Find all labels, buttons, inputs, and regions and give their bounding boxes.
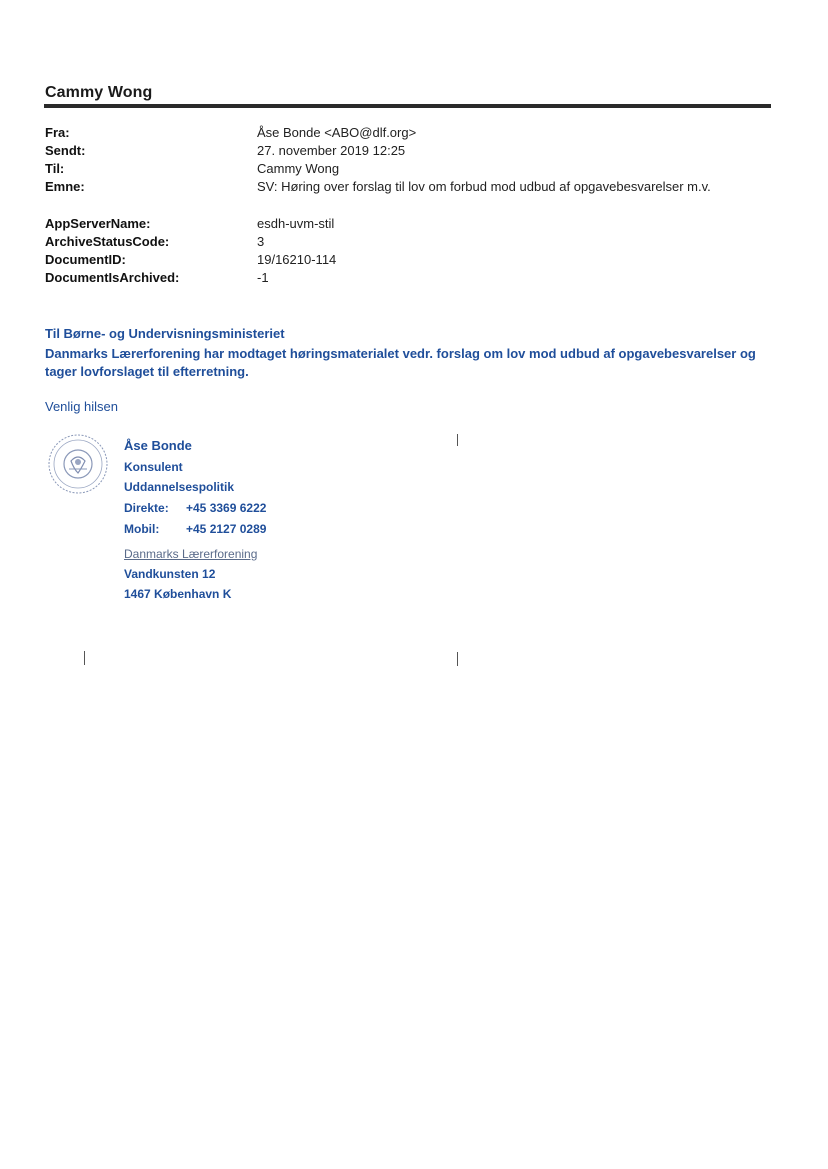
- archive-value-documentid: 19/16210-114: [257, 252, 337, 267]
- meta-label-from: Fra:: [45, 125, 70, 140]
- signature-mobile-row: [124, 521, 266, 537]
- mailbox-owner-name: Cammy Wong: [45, 84, 153, 101]
- signature-direct-row: [124, 500, 266, 516]
- scan-mark: [457, 434, 458, 446]
- signature-organization-link[interactable]: Danmarks Lærerforening: [124, 547, 258, 561]
- message-recipient: Til Børne- og Undervisningsministeriet: [45, 326, 285, 341]
- signature-mobile-label: Mobil:: [124, 522, 160, 536]
- signature-mobile-phone: +45 2127 0289: [186, 522, 267, 536]
- archive-label-appservername: AppServerName:: [45, 216, 151, 231]
- archive-label-isarchived: DocumentIsArchived:: [45, 270, 180, 285]
- archive-label-statuscode: ArchiveStatusCode:: [45, 234, 170, 249]
- signature-name: Åse Bonde: [124, 438, 192, 453]
- scan-mark: [457, 652, 458, 666]
- signature-direct-phone: +45 3369 6222: [186, 501, 267, 515]
- header-divider: [44, 104, 771, 108]
- meta-row-to: [45, 160, 765, 178]
- meta-label-subject: Emne:: [45, 179, 85, 194]
- archive-row-isarchived: [45, 269, 765, 287]
- meta-row-from: [45, 124, 765, 142]
- meta-value-to: Cammy Wong: [257, 161, 340, 176]
- meta-row-sent: [45, 142, 765, 160]
- meta-label-to: Til:: [45, 161, 65, 176]
- message-greeting: Venlig hilsen: [45, 399, 118, 414]
- archive-value-appservername: esdh-uvm-stil: [257, 216, 335, 231]
- signature-city: 1467 København K: [124, 587, 232, 601]
- signature-department: Uddannelsespolitik: [124, 480, 235, 494]
- archive-row-documentid: [45, 251, 765, 269]
- scan-mark: [84, 651, 85, 665]
- meta-label-sent: Sendt:: [45, 143, 86, 158]
- signature-street: Vandkunsten 12: [124, 567, 216, 581]
- message-line-2: tager lovforslaget til efterretning.: [45, 364, 249, 379]
- meta-row-subject: [45, 178, 765, 196]
- archive-label-documentid: DocumentID:: [45, 252, 126, 267]
- signature-direct-label: Direkte:: [124, 501, 169, 515]
- message-line-1: Danmarks Lærerforening har modtaget høringsmaterialet vedr. forslag om lov mod udbud af opgavebesvarelser og: [45, 346, 756, 361]
- meta-value-subject: SV: Høring over forslag til lov om forbud mod udbud af opgavebesvarelser m.v.: [257, 179, 711, 194]
- archive-value-statuscode: 3: [257, 234, 265, 249]
- archive-value-isarchived: -1: [257, 270, 269, 285]
- dlf-seal-logo-icon: [47, 433, 109, 495]
- meta-value-sent: 27. november 2019 12:25: [257, 143, 406, 158]
- archive-row-statuscode: [45, 233, 765, 251]
- archive-row-appservername: [45, 215, 765, 233]
- signature-title: Konsulent: [124, 460, 183, 474]
- meta-value-from: Åse Bonde <ABO@dlf.org>: [257, 125, 417, 140]
